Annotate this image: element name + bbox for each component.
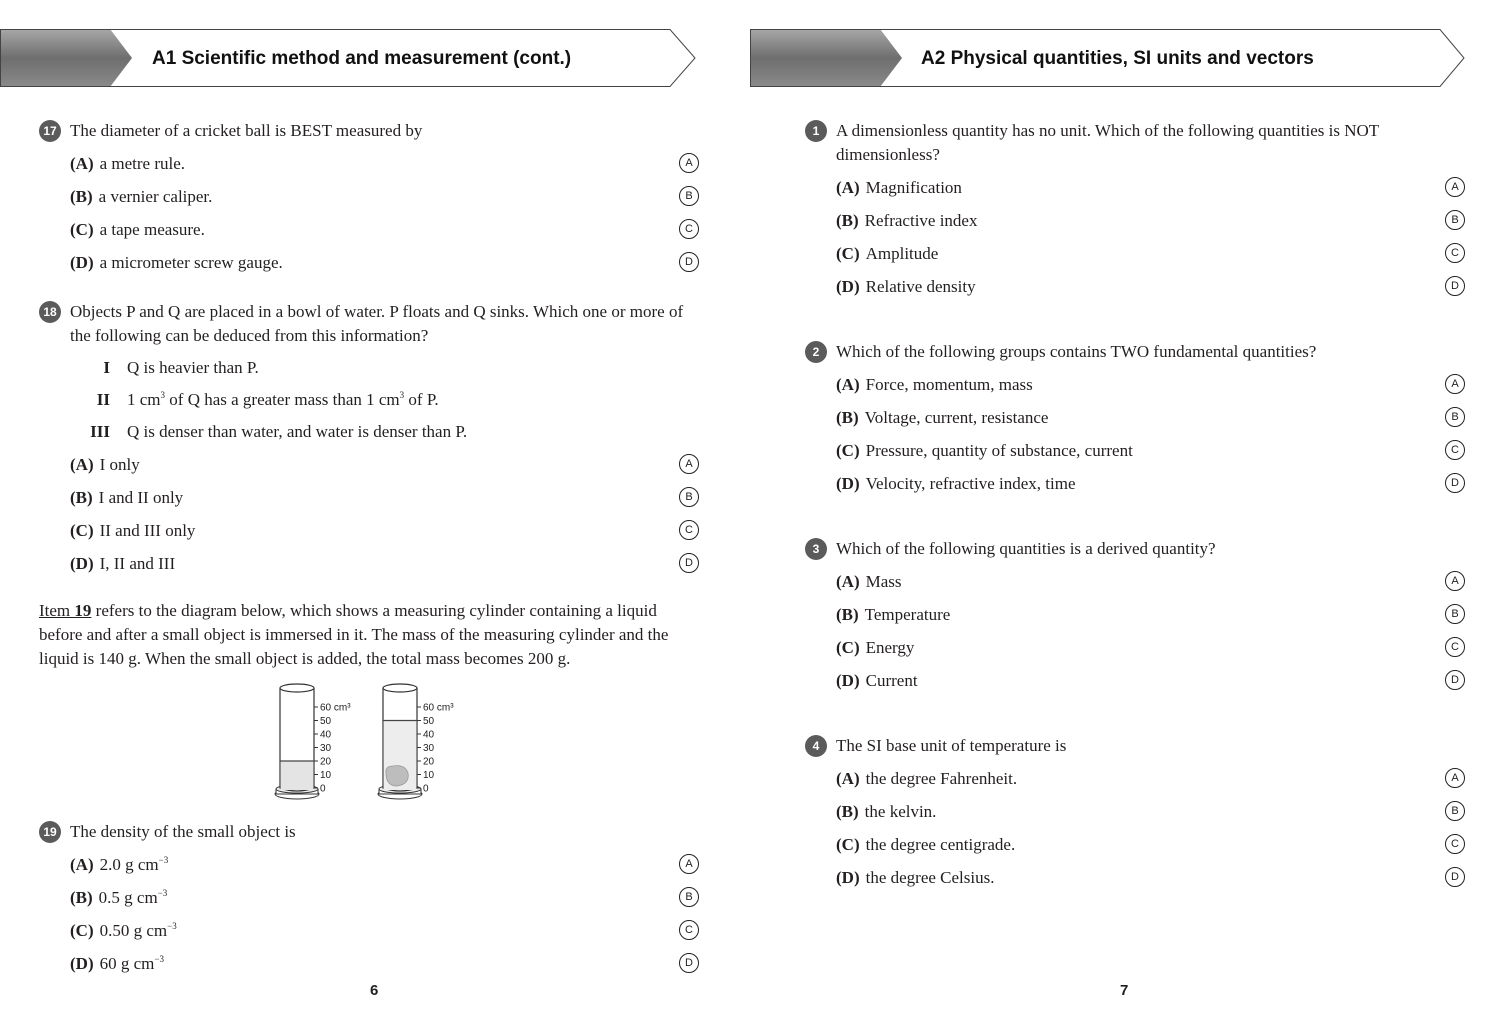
answer-bubble-b[interactable]: B xyxy=(679,186,699,206)
answer-bubble-a[interactable]: A xyxy=(679,153,699,173)
scale-label: 0 xyxy=(423,783,429,795)
statement-text: Q is heavier than P. xyxy=(127,358,259,377)
item-reference: Item 19 xyxy=(39,601,92,620)
option-text: Amplitude xyxy=(865,244,939,263)
measuring-cylinder-after xyxy=(378,684,454,799)
scale-label: 50 xyxy=(423,716,435,727)
scale-label: 20 xyxy=(423,756,435,768)
section-banner xyxy=(750,29,1466,87)
question-stem: The diameter of a cricket ball is BEST measured by xyxy=(70,121,423,140)
option-letter: (D) xyxy=(836,868,860,887)
measuring-cylinder-before xyxy=(275,684,351,799)
option-letter: (B) xyxy=(836,211,859,230)
option-letter: (C) xyxy=(70,921,94,940)
question-stem: Which of the following groups contains TWO fundamental quantities? xyxy=(836,342,1317,361)
answer-option[interactable] xyxy=(39,448,699,481)
statement-i xyxy=(39,352,699,384)
answer-option[interactable] xyxy=(39,547,699,580)
answer-bubble-b[interactable]: B xyxy=(1445,210,1465,230)
answer-option[interactable] xyxy=(39,947,699,980)
section-banner xyxy=(0,29,697,87)
statement-numeral: III xyxy=(90,422,110,441)
answer-option[interactable] xyxy=(805,434,1465,467)
option-text: I only xyxy=(99,455,140,474)
scale-label: 60 cm³ xyxy=(320,702,351,714)
option-text: Temperature xyxy=(864,605,951,624)
answer-option[interactable] xyxy=(805,664,1465,697)
answer-bubble-c[interactable]: C xyxy=(679,920,699,940)
option-letter: (D) xyxy=(836,277,860,296)
answer-bubble-c[interactable]: C xyxy=(1445,637,1465,657)
option-letter: (D) xyxy=(836,671,860,690)
option-text: Current xyxy=(865,671,918,690)
unit-exponent: −3 xyxy=(167,921,177,931)
scale-label: 0 xyxy=(320,783,326,795)
section-title: A2 Physical quantities, SI units and vectors xyxy=(921,48,1314,69)
answer-option[interactable] xyxy=(39,246,699,279)
answer-option[interactable] xyxy=(39,881,699,914)
answer-bubble-c[interactable]: C xyxy=(1445,834,1465,854)
scale-label: 30 xyxy=(320,743,332,754)
question-3 xyxy=(805,537,1465,697)
scale-label: 10 xyxy=(320,770,332,781)
liquid-level xyxy=(281,761,314,790)
option-letter: (C) xyxy=(836,244,860,263)
answer-bubble-b[interactable]: B xyxy=(679,887,699,907)
answer-bubble-d[interactable]: D xyxy=(679,553,699,573)
option-letter: (A) xyxy=(836,178,860,197)
scale-label: 40 xyxy=(320,729,332,741)
option-letter: (A) xyxy=(70,154,94,173)
answer-option[interactable] xyxy=(39,848,699,881)
answer-bubble-b[interactable]: B xyxy=(1445,407,1465,427)
answer-option[interactable] xyxy=(805,631,1465,664)
question-number-badge: 2 xyxy=(805,341,827,363)
answer-bubble-c[interactable]: C xyxy=(679,520,699,540)
answer-bubble-b[interactable]: B xyxy=(679,487,699,507)
statement-numeral: I xyxy=(103,358,110,377)
section-title: A1 Scientific method and measurement (cont.) xyxy=(152,48,572,69)
scale-label: 30 xyxy=(423,743,435,754)
scale-label: 10 xyxy=(423,770,435,781)
option-letter: (D) xyxy=(70,954,94,973)
option-text: I, II and III xyxy=(99,554,176,573)
answer-option[interactable] xyxy=(805,795,1465,828)
question-stem: The density of the small object is xyxy=(70,822,296,841)
option-text: the degree centigrade. xyxy=(865,835,1016,854)
unit-exponent: −3 xyxy=(154,954,164,964)
intro-text: refers to the diagram below, which shows a measuring cylinder containing a liquid before and after a small object is immersed in it. The mass of the measuring cylinder and the liquid is 140 g. When the small object is added, the total mass becomes 200 g. xyxy=(39,601,669,668)
option-text: a vernier caliper. xyxy=(98,187,213,206)
answer-option[interactable] xyxy=(805,204,1465,237)
option-letter: (D) xyxy=(70,253,94,272)
option-letter: (A) xyxy=(70,855,94,874)
option-text: a tape measure. xyxy=(99,220,205,239)
question-1 xyxy=(805,119,1465,303)
question-4 xyxy=(805,734,1465,894)
option-letter: (A) xyxy=(836,769,860,788)
question-stem: Which of the following quantities is a derived quantity? xyxy=(836,539,1216,558)
answer-option[interactable] xyxy=(805,762,1465,795)
answer-option[interactable] xyxy=(805,237,1465,270)
answer-option[interactable] xyxy=(39,147,699,180)
measuring-cylinders-diagram xyxy=(265,678,465,804)
option-letter: (D) xyxy=(836,474,860,493)
answer-bubble-a[interactable]: A xyxy=(1445,768,1465,788)
question-number-badge: 3 xyxy=(805,538,827,560)
option-letter: (A) xyxy=(70,455,94,474)
question-number-badge: 1 xyxy=(805,120,827,142)
option-letter: (C) xyxy=(836,441,860,460)
question-2 xyxy=(805,340,1465,500)
unit-exponent: −3 xyxy=(158,855,169,865)
statement-ii xyxy=(39,384,699,416)
answer-bubble-c[interactable]: C xyxy=(1445,440,1465,460)
page-number: 6 xyxy=(370,982,379,999)
answer-option[interactable] xyxy=(39,514,699,547)
option-text: Velocity, refractive index, time xyxy=(865,474,1076,493)
statement-text: 1 $cm^3$ of Q has a greater mass than 1 $cm^3$ of P. xyxy=(127,390,439,409)
answer-bubble-b[interactable]: B xyxy=(1445,801,1465,821)
answer-bubble-d[interactable]: D xyxy=(1445,473,1465,493)
answer-option[interactable] xyxy=(805,270,1465,303)
page-number: 7 xyxy=(1120,982,1129,999)
answer-option[interactable] xyxy=(805,368,1465,401)
option-text: the kelvin. xyxy=(864,802,937,821)
question-number-badge: 17 xyxy=(39,120,61,142)
option-letter: (B) xyxy=(836,605,859,624)
option-text: 0.50 g cm xyxy=(99,921,168,940)
answer-bubble-a[interactable]: A xyxy=(1445,374,1465,394)
answer-option[interactable] xyxy=(39,180,699,213)
answer-option[interactable] xyxy=(805,401,1465,434)
answer-option[interactable] xyxy=(805,467,1465,500)
option-letter: (A) xyxy=(836,572,860,591)
question-19 xyxy=(39,820,699,980)
answer-bubble-d[interactable]: D xyxy=(1445,867,1465,887)
option-text: 60 g cm xyxy=(99,954,155,973)
option-letter: (D) xyxy=(70,554,94,573)
option-letter: (C) xyxy=(836,835,860,854)
scale-label: 60 cm³ xyxy=(423,702,454,714)
answer-bubble-d[interactable]: D xyxy=(679,252,699,272)
answer-option[interactable] xyxy=(39,481,699,514)
option-text: Voltage, current, resistance xyxy=(864,408,1049,427)
option-letter: (B) xyxy=(70,488,93,507)
answer-option[interactable] xyxy=(805,565,1465,598)
scale-label: 40 xyxy=(423,729,435,741)
option-text: a micrometer screw gauge. xyxy=(99,253,283,272)
answer-bubble-d[interactable]: D xyxy=(679,953,699,973)
question-number-badge: 18 xyxy=(39,301,61,323)
option-letter: (B) xyxy=(836,408,859,427)
question-stem: The SI base unit of temperature is xyxy=(836,736,1067,755)
question-stem: A dimensionless quantity has no unit. Which of the following quantities is NOT dimensionless? xyxy=(836,121,1379,164)
question-number-badge: 19 xyxy=(39,821,61,843)
option-letter: (C) xyxy=(70,220,94,239)
option-text: 0.5 g cm xyxy=(98,888,158,907)
question-18 xyxy=(39,300,699,580)
answer-bubble-a[interactable]: A xyxy=(679,854,699,874)
answer-option[interactable] xyxy=(805,861,1465,894)
option-text: a metre rule. xyxy=(99,154,186,173)
statement-text: Q is denser than water, and water is denser than P. xyxy=(127,422,468,441)
answer-bubble-c[interactable]: C xyxy=(1445,243,1465,263)
answer-bubble-a[interactable]: A xyxy=(679,454,699,474)
option-text: the degree Fahrenheit. xyxy=(865,769,1018,788)
immersed-object xyxy=(386,766,408,786)
answer-option[interactable] xyxy=(39,914,699,947)
item-19-intro xyxy=(39,599,699,671)
question-stem: Objects P and Q are placed in a bowl of water. P floats and Q sinks. Which one or more of the following can be deduced from this information? xyxy=(70,302,684,345)
answer-bubble-d[interactable]: D xyxy=(1445,276,1465,296)
statement-numeral: II xyxy=(96,390,110,409)
answer-bubble-a[interactable]: A xyxy=(1445,177,1465,197)
answer-option[interactable] xyxy=(805,828,1465,861)
unit-exponent: −3 xyxy=(157,888,168,898)
option-letter: (A) xyxy=(836,375,860,394)
option-text: the degree Celsius. xyxy=(865,868,995,887)
option-letter: (B) xyxy=(836,802,859,821)
option-text: Relative density xyxy=(865,277,976,296)
question-number-badge: 4 xyxy=(805,735,827,757)
option-text: Refractive index xyxy=(864,211,978,230)
scale-label: 20 xyxy=(320,756,332,768)
option-text: Energy xyxy=(865,638,915,657)
option-text: Magnification xyxy=(865,178,962,197)
option-text: II and III only xyxy=(99,521,196,540)
option-text: Force, momentum, mass xyxy=(865,375,1033,394)
option-letter: (B) xyxy=(70,187,93,206)
answer-option[interactable] xyxy=(805,171,1465,204)
option-text: Mass xyxy=(865,572,902,591)
question-17 xyxy=(39,119,699,279)
option-letter: (C) xyxy=(70,521,94,540)
answer-bubble-a[interactable]: A xyxy=(1445,571,1465,591)
option-letter: (C) xyxy=(836,638,860,657)
answer-option[interactable] xyxy=(805,598,1465,631)
scale-label: 50 xyxy=(320,716,332,727)
right-page xyxy=(750,0,1500,1035)
option-text: 2.0 g cm xyxy=(99,855,159,874)
option-text: I and II only xyxy=(98,488,184,507)
answer-bubble-d[interactable]: D xyxy=(1445,670,1465,690)
answer-option[interactable] xyxy=(39,213,699,246)
statement-iii xyxy=(39,416,699,448)
answer-bubble-b[interactable]: B xyxy=(1445,604,1465,624)
answer-bubble-c[interactable]: C xyxy=(679,219,699,239)
option-letter: (B) xyxy=(70,888,93,907)
option-text: Pressure, quantity of substance, current xyxy=(865,441,1133,460)
